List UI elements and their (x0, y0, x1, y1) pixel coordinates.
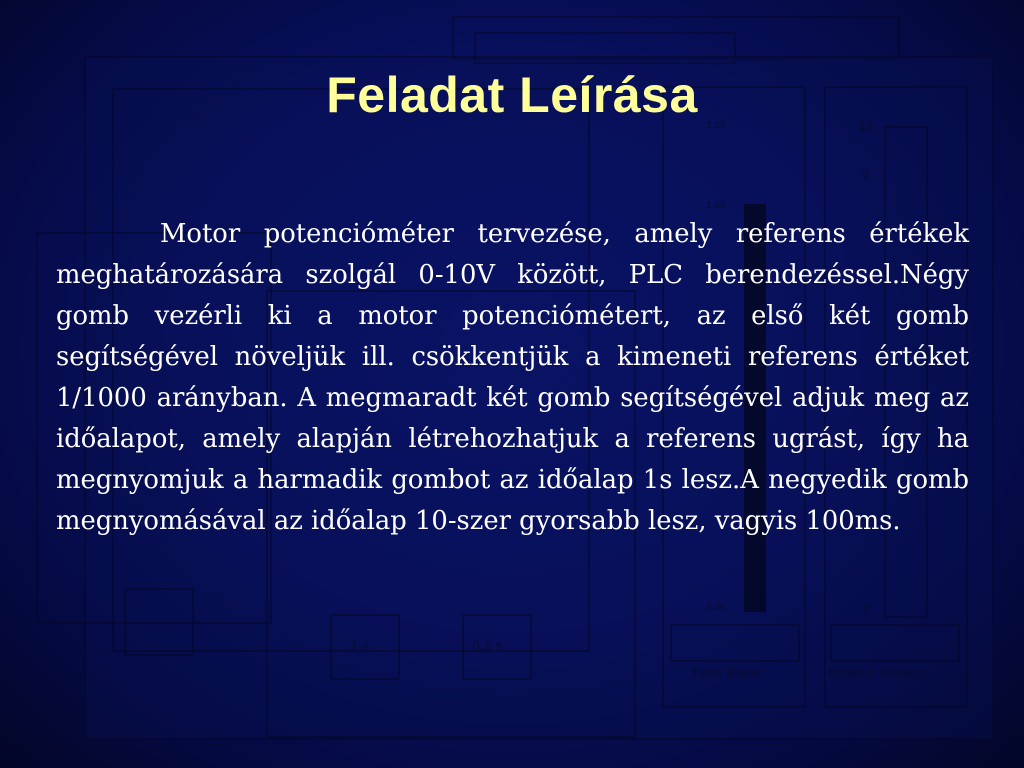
bg-output-label: OutPut Voltage (828, 664, 929, 680)
bg-bar-tick-bottom: 0.00 (706, 602, 726, 613)
bg-scale-top: 10 (858, 118, 874, 134)
bg-bar-tick-mid: 1.00 (706, 200, 726, 211)
bg-scale-bottom: 0 (862, 600, 870, 616)
bg-timebase-display (670, 624, 800, 662)
bg-button-01s-label: 0,1 s (472, 637, 504, 653)
slide-body-text: Motor potencióméter tervezése, amely referens értékek meghatározására szolgál 0-10V között, PLC berendezéssel.Négy gomb vezérli ki a motor potenciómétert, az első két gomb segítségével növeljük ill. csökkentjük a kimeneti referens értéket 1/1000 arányban. A megmaradt két gomb segítségével adjuk meg az időalapot, amely alapján létrehozhatjuk a referens ugrást, így ha megnyomjuk a harmadik gombot az időalap 1s lesz.A negyedik gomb megnyomásával az időalap 10-szer gyorsabb lesz, vagyis 100ms. (56, 219, 969, 536)
bg-small-box (124, 588, 194, 656)
bg-timebase-label: Time Base (690, 664, 760, 680)
bg-scale-mid: 5 (862, 166, 870, 182)
bg-output-display (830, 624, 960, 662)
bg-bar-tick-top: 1.20 (706, 120, 726, 131)
bg-button-1s-label: 1 s (350, 637, 370, 653)
slide-title: Feladat Leírása (326, 67, 698, 123)
